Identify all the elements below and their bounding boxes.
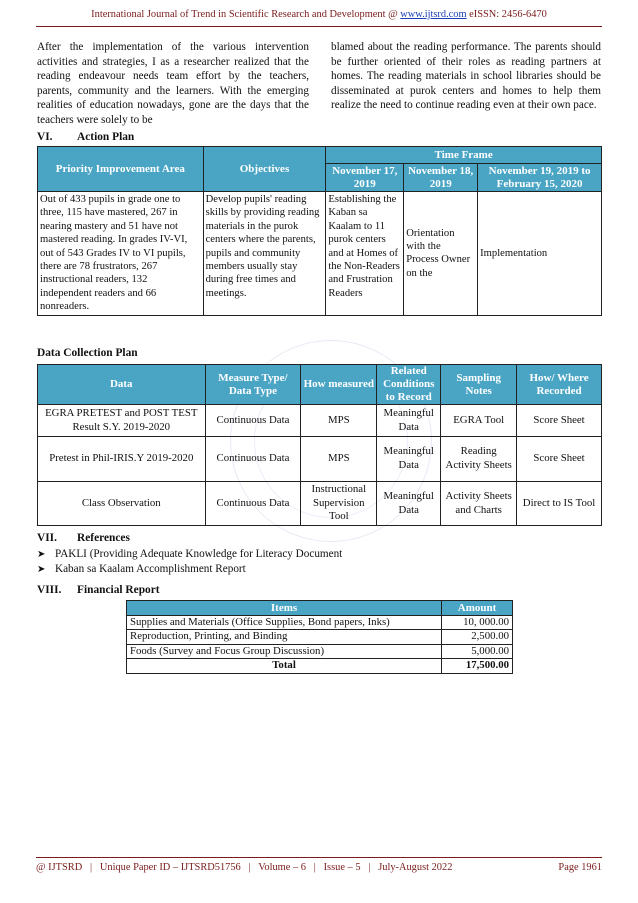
reference-text: Kaban sa Kaalam Accomplishment Report bbox=[55, 563, 246, 575]
section-heading-references bbox=[37, 532, 130, 544]
cell-item: Foods (Survey and Focus Group Discussion) bbox=[127, 644, 442, 658]
cell: MPS bbox=[301, 437, 377, 482]
cell-amount: 2,500.00 bbox=[442, 630, 513, 644]
section-number: VII. bbox=[37, 532, 57, 544]
section-heading-action-plan bbox=[37, 131, 134, 143]
cell-time-1: Establishing the Kaban sa Kaalam to 11 purok centers and at Homes of the Non-Readers and Frustration Readers bbox=[326, 192, 404, 316]
left-column-paragraph: After the implementation of the various intervention activities and strategies, I as a researcher realized that the reading endeavour needs team effort by the teachers, parents, community and the learners. With the emerging realities of education nowadays, gone are the days that the teachers were solely to be bbox=[37, 41, 309, 126]
journal-name: International Journal of Trend in Scientific Research and Development @ bbox=[91, 9, 398, 20]
cell: Pretest in Phil-IRIS.Y 2019-2020 bbox=[38, 437, 206, 482]
header-rule bbox=[36, 26, 602, 27]
list-item bbox=[37, 562, 342, 577]
th-time-frame: Time Frame bbox=[326, 147, 602, 164]
total-row bbox=[127, 659, 513, 673]
cell: Continuous Data bbox=[205, 482, 301, 526]
cell: Reading Activity Sheets bbox=[441, 437, 517, 482]
th-time-2: November 18, 2019 bbox=[404, 164, 478, 192]
th-items: Items bbox=[127, 601, 442, 616]
cell: Score Sheet bbox=[517, 437, 602, 482]
cell: EGRA PRETEST and POST TEST Result S.Y. 2019-2020 bbox=[38, 405, 206, 437]
th-related-conditions: Related Conditions to Record bbox=[377, 365, 441, 405]
cell-priority-area: Out of 433 pupils in grade one to three, 115 have mastered, 267 in nearing mastery and 51 have not mastered reading. In grades IV-VI, out of 543 Grades IV to VI pupils, there are 78 frustrators, 267 instructional readers, 132 independent readers and 66 nonreaders. bbox=[38, 192, 204, 316]
footer-rule bbox=[36, 857, 602, 858]
arrow-bullet-icon: ➤ bbox=[37, 564, 46, 575]
data-collection-table bbox=[37, 364, 602, 526]
table-row bbox=[38, 437, 602, 482]
table-row bbox=[127, 630, 513, 644]
table-row bbox=[127, 616, 513, 630]
th-objectives: Objectives bbox=[203, 147, 326, 192]
cell: Instructional Supervision Tool bbox=[301, 482, 377, 526]
th-amount: Amount bbox=[442, 601, 513, 616]
running-header bbox=[0, 9, 638, 20]
cell: Class Observation bbox=[38, 482, 206, 526]
journal-url-link[interactable]: www.ijtsrd.com bbox=[400, 9, 467, 20]
cell: EGRA Tool bbox=[441, 405, 517, 437]
cell: Continuous Data bbox=[205, 405, 301, 437]
section-number: VIII. bbox=[37, 584, 62, 596]
page-number: Page 1961 bbox=[558, 862, 602, 873]
references-list bbox=[37, 547, 342, 577]
cell: Score Sheet bbox=[517, 405, 602, 437]
journal-issn: eISSN: 2456-6470 bbox=[469, 9, 547, 20]
section-title: References bbox=[77, 532, 130, 544]
total-value: 17,500.00 bbox=[442, 659, 513, 673]
th-how-where-recorded: How/ Where Recorded bbox=[517, 365, 602, 405]
cell-item: Reproduction, Printing, and Binding bbox=[127, 630, 442, 644]
financial-report-table bbox=[126, 600, 513, 674]
reference-text: PAKLI (Providing Adequate Knowledge for Literacy Document bbox=[55, 548, 343, 560]
action-plan-table bbox=[37, 146, 602, 316]
th-priority-area: Priority Improvement Area bbox=[38, 147, 204, 192]
right-column-paragraph: blamed about the reading performance. The parents should be further oriented of their roles as reading partners at homes. The reading materials in school libraries should be disseminated at purok centers and homes to help them realize the need to continue reading even at their own pace. bbox=[331, 41, 601, 112]
table-row bbox=[38, 405, 602, 437]
footer-info: @ IJTSRD | Unique Paper ID – IJTSRD51756 | Volume – 6 | Issue – 5 | July-August 2022 bbox=[36, 862, 453, 873]
cell: MPS bbox=[301, 405, 377, 437]
cell-item: Supplies and Materials (Office Supplies, Bond papers, Inks) bbox=[127, 616, 442, 630]
section-title: Action Plan bbox=[77, 131, 135, 143]
cell: Meaningful Data bbox=[377, 482, 441, 526]
cell: Meaningful Data bbox=[377, 437, 441, 482]
th-how-measured: How measured bbox=[301, 365, 377, 405]
cell-time-2: Orientation with the Process Owner on the bbox=[404, 192, 478, 316]
cell-amount: 10, 000.00 bbox=[442, 616, 513, 630]
section-heading-financial bbox=[37, 584, 160, 596]
table-row bbox=[38, 482, 602, 526]
th-time-1: November 17, 2019 bbox=[326, 164, 404, 192]
arrow-bullet-icon: ➤ bbox=[37, 549, 46, 560]
section-number: VI. bbox=[37, 131, 53, 143]
cell: Meaningful Data bbox=[377, 405, 441, 437]
cell-objectives: Develop pupils' reading skills by providing reading materials in the purok centers where the parents, pupils and community members usually stay during free times and meetings. bbox=[203, 192, 326, 316]
list-item bbox=[37, 547, 342, 562]
th-measure-type: Measure Type/ Data Type bbox=[205, 365, 301, 405]
th-sampling-notes: Sampling Notes bbox=[441, 365, 517, 405]
running-footer bbox=[36, 862, 602, 873]
table-row bbox=[38, 192, 602, 316]
cell-amount: 5,000.00 bbox=[442, 644, 513, 658]
total-label: Total bbox=[127, 659, 442, 673]
cell: Continuous Data bbox=[205, 437, 301, 482]
th-time-3: November 19, 2019 to February 15, 2020 bbox=[478, 164, 602, 192]
cell-time-3: Implementation bbox=[478, 192, 602, 316]
data-collection-plan-title: Data Collection Plan bbox=[37, 347, 138, 359]
cell: Direct to IS Tool bbox=[517, 482, 602, 526]
section-title: Financial Report bbox=[77, 584, 160, 596]
th-data: Data bbox=[38, 365, 206, 405]
cell: Activity Sheets and Charts bbox=[441, 482, 517, 526]
table-row bbox=[127, 644, 513, 658]
